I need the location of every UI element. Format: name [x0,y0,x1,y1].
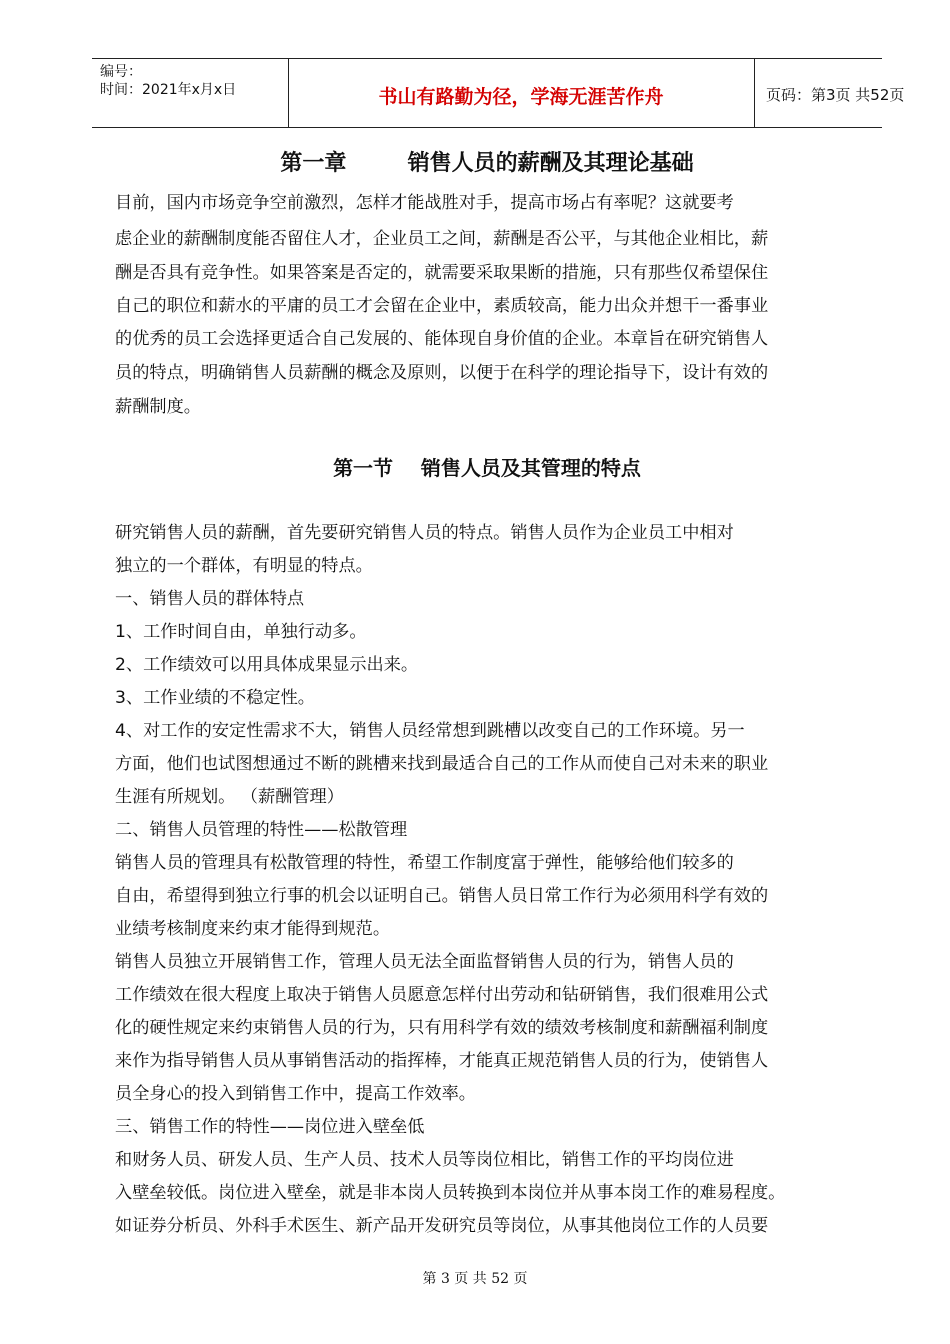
subheading: 三、销售工作的特性——岗位进入壁垒低 [115,1117,425,1137]
body-line: 来作为指导销售人员从事销售活动的指挥棒，才能真正规范销售人员的行为，使销售人 [115,1051,769,1071]
list-item: 4、对工作的安定性需求不大，销售人员经常想到跳槽以改变自己的工作环境。另一 [115,721,745,741]
body-line: 方面，他们也试图想通过不断的跳槽来找到最适合自己的工作从而使自己对未来的职业 [115,754,769,774]
body-line: 化的硬性规定来约束销售人员的行为，只有用科学有效的绩效考核制度和薪酬福利制度 [115,1018,769,1038]
header-page-info: 页码：第3页 共52页 [766,86,905,104]
body-line: 和财务人员、研发人员、生产人员、技术人员等岗位相比，销售工作的平均岗位进 [115,1150,734,1170]
header-meta-cell [92,59,289,127]
doc-number-label: 编号： [100,64,142,80]
body-line: 研究销售人员的薪酬，首先要研究销售人员的特点。销售人员作为企业员工中相对 [115,523,734,543]
body-line: 工作绩效在很大程度上取决于销售人员愿意怎样付出劳动和钻研销售，我们很难用公式 [115,985,769,1005]
body-line: 虑企业的薪酬制度能否留住人才，企业员工之间，薪酬是否公平，与其他企业相比，薪 [115,229,769,249]
body-line: 的优秀的员工会选择更适合自己发展的、能体现自身价值的企业。本章旨在研究销售人 [115,329,769,349]
list-item: 3、工作业绩的不稳定性。 [115,688,315,708]
body-line: 酬是否具有竞争性。如果答案是否定的，就需要采取果断的措施，只有那些仅希望保住 [115,263,769,283]
doc-time-label: 时间：2021年x月x日 [100,82,237,98]
page-footer: 第 3 页 共 52 页 [422,1271,528,1287]
body-line: 自由，希望得到独立行事的机会以证明自己。销售人员日常工作行为必须用科学有效的 [115,886,769,906]
body-line: 销售人员的管理具有松散管理的特性，希望工作制度富于弹性，能够给他们较多的 [115,853,734,873]
list-item: 2、工作绩效可以用具体成果显示出来。 [115,655,419,675]
header-motto-cell [288,59,755,127]
body-line: 业绩考核制度来约束才能得到规范。 [115,919,391,939]
body-line: 薪酬制度。 [115,397,201,417]
header-motto: 书山有路勤为径，学海无涯苦作舟 [378,86,664,108]
body-line: 自己的职位和薪水的平庸的员工才会留在企业中，素质较高，能力出众并想干一番事业 [115,296,769,316]
subheading: 一、销售人员的群体特点 [115,589,305,609]
chapter-title: 第一章 销售人员的薪酬及其理论基础 [280,151,694,176]
header-page-cell [754,59,905,127]
body-line: 目前，国内市场竞争空前激烈，怎样才能战胜对手，提高市场占有率呢？这就要考 [115,193,734,213]
body-line: 销售人员独立开展销售工作，管理人员无法全面监督销售人员的行为，销售人员的 [115,952,734,972]
list-item: 1、工作时间自由，单独行动多。 [115,622,367,642]
body-line: 员的特点，明确销售人员薪酬的概念及原则，以便于在科学的理论指导下，设计有效的 [115,363,769,383]
subheading: 二、销售人员管理的特性——松散管理 [115,820,408,840]
body-line: 入壁垒较低。岗位进入壁垒，就是非本岗人员转换到本岗位并从事本岗工作的难易程度。 [115,1183,786,1203]
document-header [92,58,905,128]
section-title: 第一节 销售人员及其管理的特点 [333,456,641,480]
body-line: 独立的一个群体，有明显的特点。 [115,556,373,576]
body-line: 如证券分析员、外科手术医生、新产品开发研究员等岗位，从事其他岗位工作的人员要 [115,1216,769,1236]
body-line: 员全身心的投入到销售工作中，提高工作效率。 [115,1084,476,1104]
body-line: 生涯有所规划。 （薪酬管理） [115,787,344,807]
